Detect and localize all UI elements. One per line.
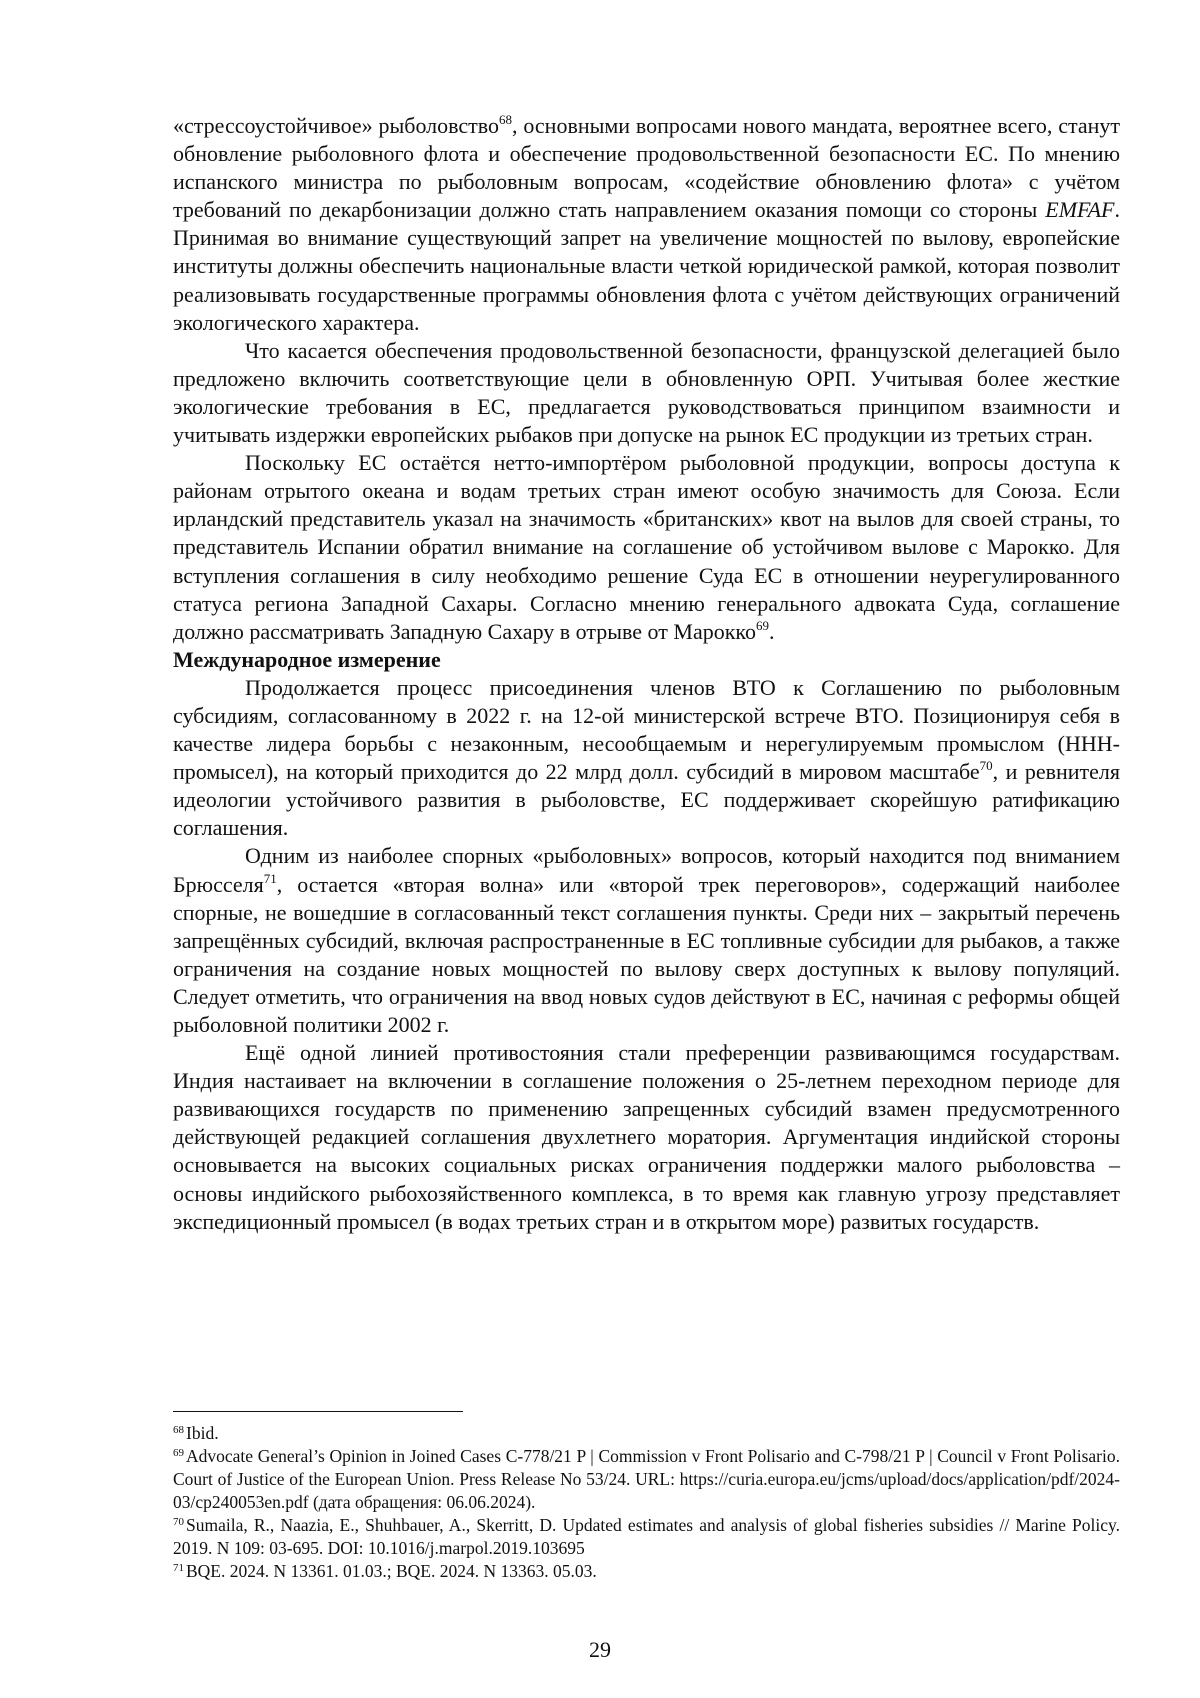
paragraph-1-text-a: «стрессоустойчивое» рыболовство <box>173 113 500 138</box>
footnote-ref-70[interactable]: 70 <box>979 758 993 774</box>
footnote-71 <box>173 1560 1120 1583</box>
paragraph-5 <box>173 842 1120 1039</box>
footnote-divider <box>173 1411 463 1412</box>
paragraph-5-text-b: , остается «вторая волна» или «второй трек переговоров», содержащий наиболее спорные, не вошедшие в согласованный текст соглашения пункты. Среди них – закрытый перечень запрещённых субсидий, включая распространенные в ЕС топливные субсидии для рыбаков, а также ограничения на создание новых мощностей по вылову сверх доступных к вылову популяций. Следует отметить, что ограничения на ввод новых судов действуют в ЕС, начиная с реформы общей рыболовной политики 2002 г. <box>173 871 1120 1037</box>
page-number: 29 <box>589 1637 611 1662</box>
footnote-number: 70 <box>173 1516 184 1528</box>
paragraph-4-text-a: Продолжается процесс присоединения членов ВТО к Соглашению по рыболовным субсидиям, согласованному в 2022 г. на 12-ой министерской встрече ВТО. Позиционируя себя в качестве лидера борьбы с незаконным, несообщаемым и нерегулируемым промыслом (ННН-промысел), на который приходится до 22 млрд долл. субсидий в мировом масштабе <box>173 674 1120 785</box>
paragraph-4 <box>173 674 1120 843</box>
footnote-70 <box>173 1514 1120 1560</box>
paragraph-4-text-b: , и ревнителя идеологии устойчивого развития в рыболовстве, ЕС поддерживает скорейшую ратификацию соглашения. <box>173 759 1120 841</box>
paragraph-3 <box>173 449 1120 646</box>
paragraph-1-text-b: , основными вопросами нового мандата, вероятнее всего, станут обновление рыболовного флота и обеспечение продовольственной безопасности ЕС. По мнению испанского министра по рыболовным вопросам, «содействие обновлению флота» с учётом требований по декарбонизации должно стать направлением оказания помощи со стороны <box>173 113 1120 223</box>
footnote-text: Ibid. <box>186 1423 219 1443</box>
paragraph-1-text-c: . Принимая во внимание существующий запрет на увеличение мощностей по вылову, европейские институты должны обеспечить национальные власти четкой юридической рамкой, которая позволит реализовывать государственные программы обновления флота с учётом действующих ограничений экологического характера. <box>173 197 1120 335</box>
footnote-number: 68 <box>173 1424 184 1436</box>
paragraph-6: Ещё одной линией противостояния стали преференции развивающимся государствам. Индия настаивает на включении в соглашение положения о 25-летнем переходном периоде для развивающихся государств по применению запрещенных субсидий взамен предусмотренного действующей редакцией соглашения двухлетнего моратория. Аргументация индийской стороны основывается на высоких социальных рисках ограничения поддержки малого рыболовства – основы индийского рыбохозяйственного комплекса, в то время как главную угрозу представляет экспедиционный промысел (в водах третьих стран и в открытом море) развитых государств. <box>173 1040 1120 1234</box>
footnote-ref-71[interactable]: 71 <box>263 870 277 886</box>
footnote-ref-68[interactable]: 68 <box>499 112 513 127</box>
paragraph-3-text-a: Поскольку ЕС остаётся нетто-импортёром рыболовной продукции, вопросы доступа к районам отрытого океана и водам третьих стран имеют особую значимость для Союза. Если ирландский представитель указал на значимость «британских» квот на вылов для своей страны, то представитель Испании обратил внимание на соглашение об устойчивом вылове с Марокко. Для вступления соглашения в силу необходимо решение Суда ЕС в отношении неурегулированного статуса региона Западной Сахары. Согласно мнению генерального адвоката Суда, соглашение должно рассматривать Западную Сахару в отрыве от Марокко <box>173 450 1120 644</box>
footnote-ref-69[interactable]: 69 <box>755 617 769 633</box>
section-heading: Международное измерение <box>173 646 441 672</box>
footnote-text: Sumaila, R., Naazia, E., Shuhbauer, A., Skerritt, D. Updated estimates and analysis of global fisheries subsidies // Marine Policy. 2019. N 109: 03-695. DOI: 10.1016/j.marpol.2019.103695 <box>173 1515 1120 1558</box>
paragraph-1 <box>173 112 1120 337</box>
footnote-number: 71 <box>173 1562 184 1574</box>
document-body <box>173 112 1120 1236</box>
footnote-text[interactable]: Advocate General’s Opinion in Joined Cases C-778/21 P | Commission v Front Polisario and C-798/21 P | Council v Front Polisario. Court of Justice of the European Union. Press Release No 53/24. URL: https://curia.europa.eu/jcms/upload/docs/application/pdf/2024-03/cp240053en.pdf (дата обращения: 06.06.2024). <box>173 1446 1120 1512</box>
footnote-number: 69 <box>173 1447 184 1459</box>
emfaf-term: EMFAF <box>1045 197 1115 223</box>
paragraph-3-text-b: . <box>768 618 775 644</box>
footnote-69 <box>173 1445 1120 1514</box>
footnotes-section <box>173 1411 1120 1583</box>
footnote-68 <box>173 1422 1120 1445</box>
paragraph-2: Что касается обеспечения продовольственной безопасности, французской делегацией было предложено включить соответствующие цели в обновленную ОРП. Учитывая более жесткие экологические требования в ЕС, предлагается руководствоваться принципом взаимности и учитывать издержки европейских рыбаков при допуске на рынок ЕС продукции из третьих стран. <box>173 337 1120 448</box>
footnote-text: BQE. 2024. N 13361. 01.03.; BQE. 2024. N 13363. 05.03. <box>186 1561 597 1581</box>
paragraph-5-text-a: Одним из наиболее спорных «рыболовных» вопросов, который находится под вниманием Брюсселя <box>173 843 1120 897</box>
